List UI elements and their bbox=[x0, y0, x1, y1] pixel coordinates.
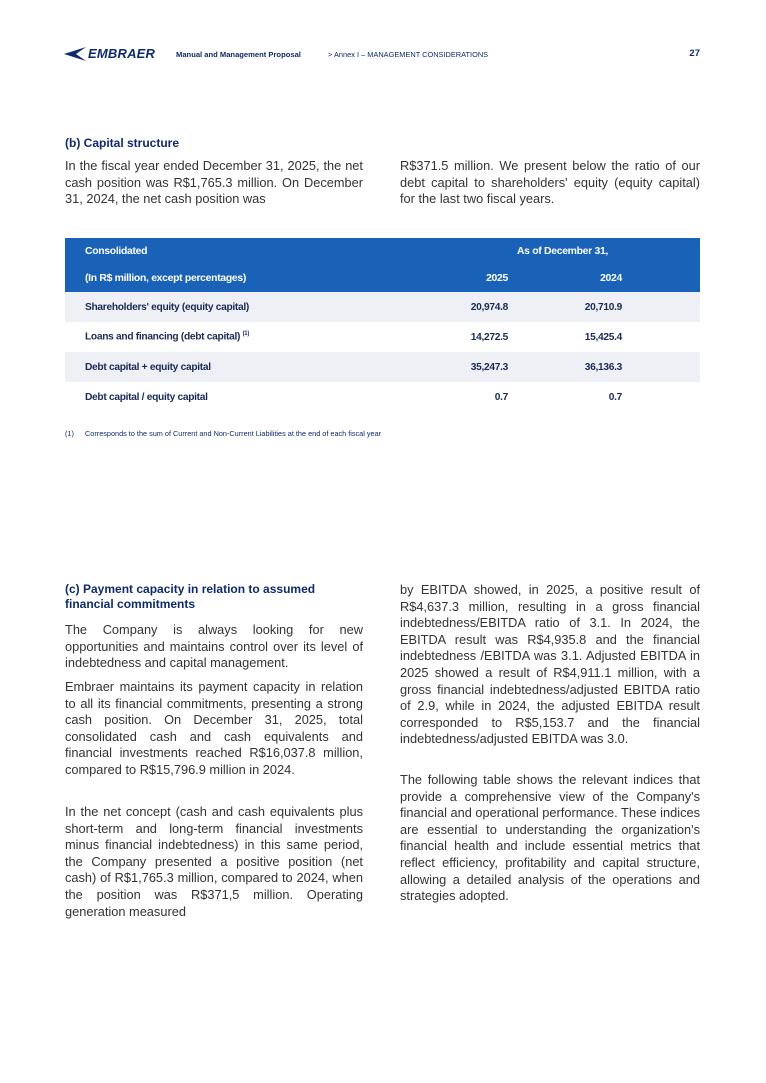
footnote-marker: (1) bbox=[242, 331, 250, 338]
brand-name: EMBRAER bbox=[88, 46, 156, 61]
section-b-col2-paragraph: R$371.5 million. We present below the ratio of our debt capital to shareholders' equity (equity capital) for the last two fiscal years. bbox=[400, 158, 700, 207]
capital-structure-table bbox=[65, 238, 700, 412]
value-2024: 20,710.9 bbox=[584, 301, 622, 313]
footnote-number: (1) bbox=[65, 429, 74, 438]
row-label-text: Debt capital / equity capital bbox=[85, 391, 208, 403]
row-label bbox=[65, 352, 365, 382]
value-2024: 0.7 bbox=[608, 391, 622, 403]
header-year-2025: 2025 bbox=[486, 272, 508, 284]
value-2025: 35,247.3 bbox=[470, 361, 508, 373]
section-b-heading: (b) Capital structure bbox=[65, 136, 180, 150]
table-row bbox=[65, 352, 700, 382]
table-footnote bbox=[65, 429, 381, 438]
footnote-text: Corresponds to the sum of Current and Non-Current Liabilities at the end of each fiscal year bbox=[85, 429, 382, 438]
row-label-text: Debt capital + equity capital bbox=[85, 361, 211, 373]
table-row bbox=[65, 382, 700, 412]
page-number: 27 bbox=[689, 48, 700, 59]
table-subheader-row bbox=[65, 264, 700, 292]
table-row bbox=[65, 292, 700, 322]
section-b-col1-paragraph: In the fiscal year ended December 31, 2025, the net cash position was R$1,765.3 million. On December 31, 2024, the net cash position was bbox=[65, 158, 363, 207]
section-c-col2-paragraph-1: by EBITDA showed, in 2025, a positive result of R$4,637.3 million, resulting in a gross financial indebtedness/EBITDA ratio of 3.1. In 2024, the EBITDA result was R$4,935.8 and the financial indebtedness /EBITDA was 3.1. Adjusted EBITDA in 2025 showed a result of R$4,911.1 million, with a gross financial indebtedness/adjusted EBITDA ratio of 2.9, while in 2024, the adjusted EBITDA result corresponded to R$5,153.7 and the financial indebtedness/adjusted EBITDA was 3.0. bbox=[400, 582, 700, 747]
embraer-logo bbox=[64, 46, 155, 61]
value-2025: 14,272.5 bbox=[470, 331, 508, 343]
page-header bbox=[64, 44, 700, 66]
header-units: (In R$ million, except percentages) bbox=[85, 272, 246, 284]
value-2025: 0.7 bbox=[494, 391, 508, 403]
value-2025: 20,974.8 bbox=[470, 301, 508, 313]
row-label bbox=[65, 292, 365, 322]
breadcrumb: > Annex I – MANAGEMENT CONSIDERATIONS bbox=[328, 50, 489, 59]
row-label-text: Loans and financing (debt capital) bbox=[85, 331, 241, 343]
header-year-2024: 2024 bbox=[600, 272, 622, 284]
section-c-col1-paragraph-3: In the net concept (cash and cash equivalents plus short-term and long-term financial investments minus financial indebtedness) in this same period, the Company presented a positive position (net cash) of R$1,765.3 million, compared to 2024, when the position was R$371,5 million. Operating generation measured bbox=[65, 804, 363, 919]
value-2024: 15,425.4 bbox=[584, 331, 622, 343]
document-title: Manual and Management Proposal bbox=[176, 50, 301, 59]
section-c-col1-paragraph-2: Embraer maintains its payment capacity in relation to all its financial commitments, presenting a strong cash position. On December 31, 2025, total consolidated cash and cash equivalents and financial investments reached R$16,037.8 million, compared to R$15,796.9 million in 2024. bbox=[65, 679, 363, 777]
row-label bbox=[65, 322, 365, 352]
table-row bbox=[65, 322, 700, 352]
section-c-heading: (c) Payment capacity in relation to assumed financial commitments bbox=[65, 582, 316, 611]
row-label-text: Shareholders' equity (equity capital) bbox=[85, 301, 249, 313]
section-c-col2-paragraph-2: The following table shows the relevant indices that provide a comprehensive view of the Company's financial and operational performance. These indices are essential to understanding the organization's financial health and include essential metrics that reflect efficiency, profitability and capital structure, allowing a detailed analysis of the operations and strategies adopted. bbox=[400, 772, 700, 904]
header-as-of-date: As of December 31, bbox=[516, 245, 609, 257]
header-consolidated: Consolidated bbox=[85, 245, 148, 257]
value-2024: 36,136.3 bbox=[584, 361, 622, 373]
embraer-logo-mark-icon bbox=[64, 47, 86, 61]
section-c-col1-paragraph-1: The Company is always looking for new opportunities and maintains control over its level of indebtedness and capital management. bbox=[65, 622, 363, 671]
row-label bbox=[65, 382, 365, 412]
table-header-row bbox=[65, 238, 700, 264]
